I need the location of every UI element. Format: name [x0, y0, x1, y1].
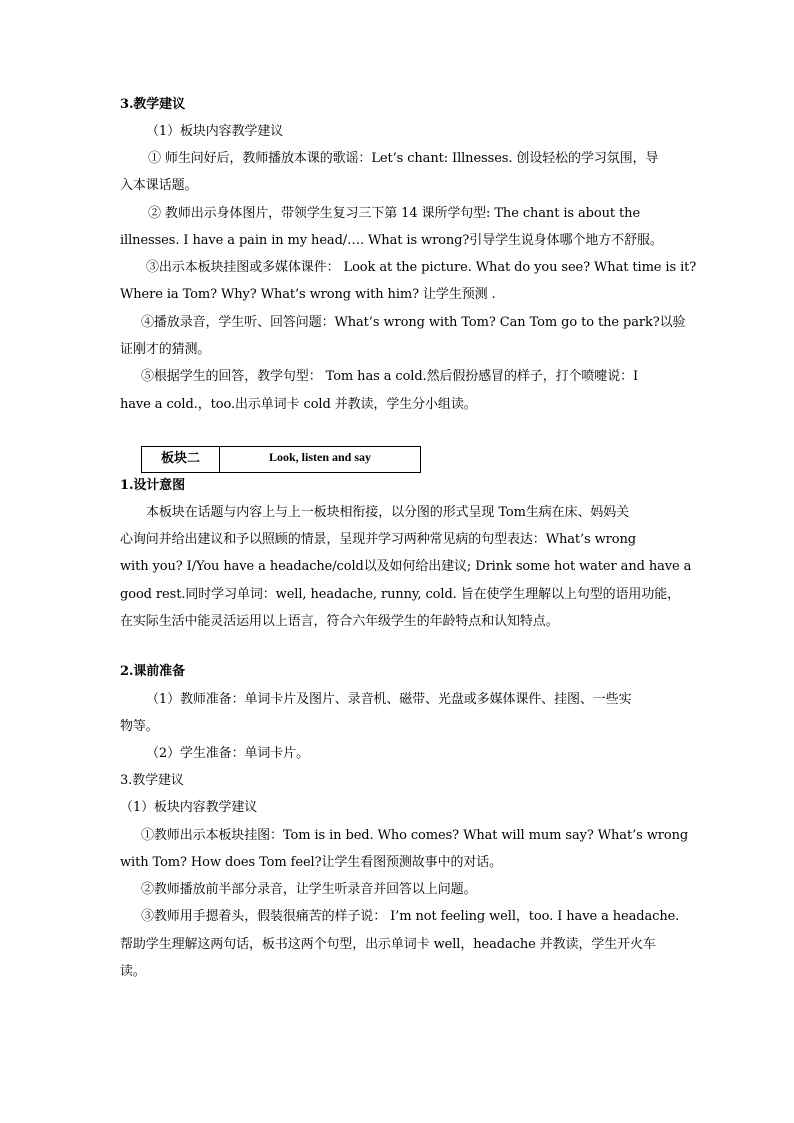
paragraph-line: （2）学生准备：单词卡片。 — [146, 746, 309, 761]
paragraph-line: have a cold.，too.出示单词卡 cold 并教读，学生分小组读。 — [120, 397, 477, 412]
paragraph-line: 帮助学生理解这两句话，板书这两个句型，出示单词卡 well，headache 并教读，学生开火车 — [120, 937, 656, 952]
paragraph-line: ① 师生问好后，教师播放本课的歌谣：Let’s chant: Illnesses. 创设轻松的学习氛围，导 — [148, 151, 659, 166]
paragraph-line: good rest.同时学习单词：well, headache, runny, cold. 旨在使学生理解以上句型的语用功能， — [120, 587, 681, 602]
table-cell-block: 板块二 — [142, 447, 220, 472]
section-heading: 2.课前准备 — [120, 664, 185, 679]
paragraph-line: with you? I/You have a headache/cold以及如何给出建议; Drink some hot water and have a — [120, 559, 692, 574]
paragraph-line: with Tom? How does Tom feel?让学生看图预测故事中的对话。 — [120, 855, 503, 870]
paragraph-line: ④播放录音，学生听、回答问题：What’s wrong with Tom? Can Tom go to the park?以验 — [141, 315, 686, 330]
paragraph-line: ③出示本板块挂图或多媒体课件： Look at the picture. What do you see? What time is it? — [146, 260, 697, 275]
paragraph-line: 读。 — [120, 964, 146, 979]
subheading: （1）板块内容教学建议 — [120, 800, 258, 815]
paragraph-line: ② 教师出示身体图片，带领学生复习三下第 14 课所学句型: The chant is about the — [148, 206, 641, 221]
paragraph-line: Where ia Tom? Why? What’s wrong with him? 让学生预测 . — [120, 287, 496, 302]
paragraph-line: ①教师出示本板块挂图：Tom is in bed. Who comes? What will mum say? What’s wrong — [141, 828, 689, 843]
table-cell-title: Look, listen and say — [268, 450, 372, 464]
paragraph-line: 证刚才的猜测。 — [120, 342, 211, 357]
paragraph-line: 本板块在话题与内容上与上一板块相衔接，以分图的形式呈现 Tom生病在床、妈妈关 — [146, 505, 630, 520]
paragraph-line: 入本课话题。 — [120, 178, 198, 193]
section-heading: 1.设计意图 — [120, 478, 185, 493]
paragraph-line: 在实际生活中能灵活运用以上语言，符合六年级学生的年龄特点和认知特点。 — [120, 614, 559, 629]
paragraph-line: （1）教师准备：单词卡片及图片、录音机、磁带、光盘或多媒体课件、挂图、一些实 — [146, 692, 632, 707]
section-heading: 3.教学建议 — [120, 773, 184, 788]
paragraph-line: ②教师播放前半部分录音，让学生听录音并回答以上问题。 — [141, 882, 477, 897]
paragraph-line: ⑤根据学生的回答，教学句型： Tom has a cold.然后假扮感冒的样子，打个喷嚏说：I — [141, 369, 639, 384]
paragraph-line: ③教师用手摁着头，假装很痛苦的样子说： I’m not feeling well，too. I have a headache. — [141, 909, 680, 924]
section-heading: 3.教学建议 — [120, 97, 185, 112]
paragraph-line: illnesses. I have a pain in my head/…. What is wrong?引导学生说身体哪个地方不舒服。 — [120, 233, 663, 248]
block-table — [141, 446, 421, 473]
paragraph-line: 心询问并给出建议和予以照顾的情景，呈现并学习两种常见病的句型表达：What’s wrong — [120, 532, 637, 547]
subheading: （1）板块内容教学建议 — [146, 124, 284, 139]
paragraph-line: 物等。 — [120, 719, 159, 734]
